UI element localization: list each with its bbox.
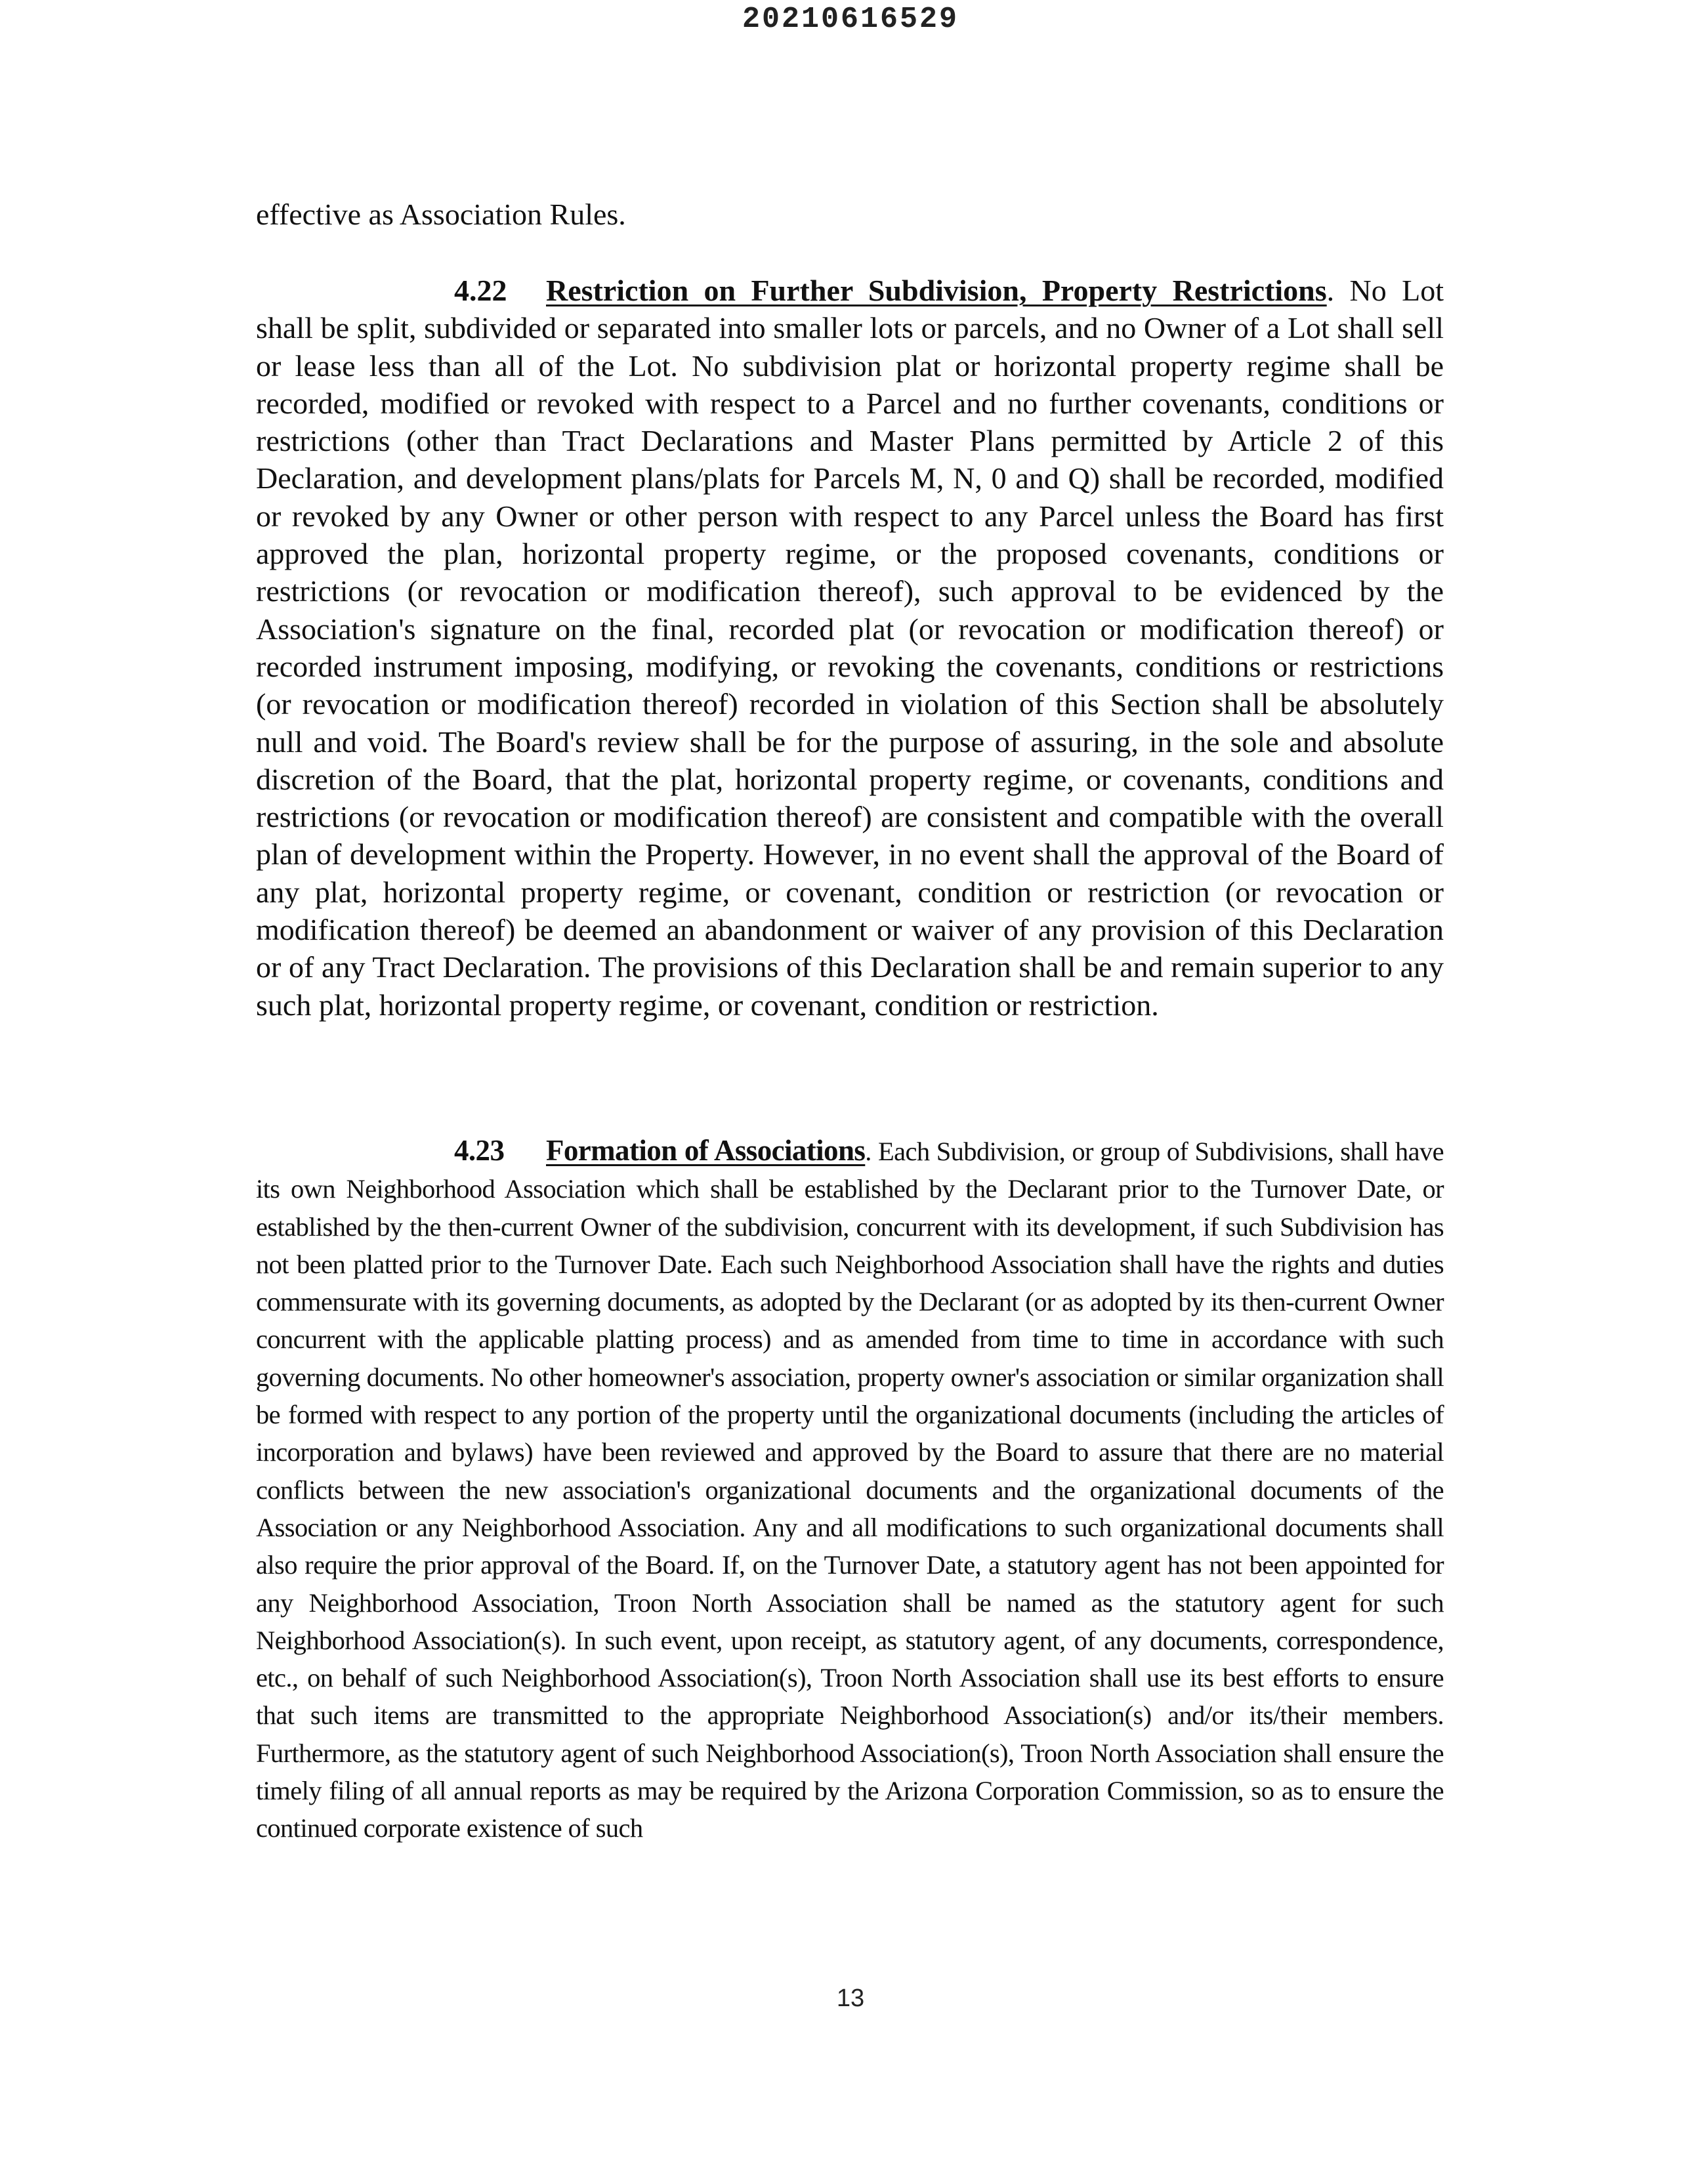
section-text: Each Subdivision, or group of Subdivisions, shall have its own Neighborhood Association which shall be established by the Declarant prior to the Turnover Date, or established by the then-current Owner of the subdivision, concurrent with its development, if such Subdivision has not been platted prior to the Turnover Date. Each such Neighborhood Association shall have the rights and duties commensurate with its governing documents, as adopted by the Declarant (or as adopted by its then-current Owner concurrent with the applicable platting process) and as amended from time to time in accordance with such governing documents. No other homeowner's association, property owner's association or similar organization shall be formed with respect to any portion of the property until the organizational documents (including the articles of incorporation and bylaws) have been reviewed and approved by the Board to assure that there are no material conflicts between the new association's organizational documents and the organizational documents of the Association or any Neighborhood Association. Any and all modifications to such organizational documents shall also require the prior approval of the Board. If, on the Turnover Date, a statutory agent has not been appointed for any Neighborhood Association, Troon North Association shall be named as the statutory agent for such Neighborhood Association(s). In such event, upon receipt, as statutory agent, of any documents, correspondence, etc., on behalf of such Neighborhood Association(s), Troon North Association shall use its best efforts to ensure that such items are transmitted to the appropriate Neighborhood Association(s) and/or its/their members. Furthermore, as the statutory agent of such Neighborhood Association(s), Troon North Association shall ensure the timely filing of all annual reports as may be required by the Arizona Corporation Commission, so as to ensure the continued corporate existence of such (256, 1137, 1444, 1843)
section-title: Formation of Associations (546, 1134, 866, 1167)
section-title: Restriction on Further Subdivision, Property Restrictions (546, 274, 1327, 307)
document-number: 20210616529 (742, 3, 959, 36)
section-number: 4.22 (454, 274, 507, 307)
section-4-22 (256, 272, 1444, 1024)
document-body (256, 196, 1444, 233)
page-number: 13 (836, 1984, 865, 2012)
section-number: 4.23 (454, 1134, 505, 1167)
intro-paragraph: effective as Association Rules. (256, 198, 626, 231)
section-text: No Lot shall be split, subdivided or separated into smaller lots or parcels, and no Owner of a Lot shall sell or lease less than all of the Lot. No subdivision plat or horizontal property regime shall be recorded, modified or revoked with respect to a Parcel and no further covenants, conditions or restrictions (other than Tract Declarations and Master Plans permitted by Article 2 of this Declaration, and development plans/plats for Parcels M, N, 0 and Q) shall be recorded, modified or revoked by any Owner or other person with respect to any Parcel unless the Board has first approved the plan, horizontal property regime, or the proposed covenants, conditions or restrictions (or revocation or modification thereof), such approval to be evidenced by the Association's signature on the final, recorded plat (or revocation or modification thereof) or recorded instrument imposing, modifying, or revoking the covenants, conditions or restrictions (or revocation or modification thereof) recorded in violation of this Section shall be absolutely null and void. The Board's review shall be for the purpose of assuring, in the sole and absolute discretion of the Board, that the plat, horizontal property regime, or covenants, conditions and restrictions (or revocation or modification thereof) are consistent and compatible with the overall plan of development within the Property. However, in no event shall the approval of the Board of any plat, horizontal property regime, or covenant, condition or restriction (or revocation or modification thereof) be deemed an abandonment or waiver of any provision of this Declaration or of any Tract Declaration. The provisions of this Declaration shall be and remain superior to any such plat, horizontal property regime, or covenant, condition or restriction. (256, 274, 1444, 1022)
section-4-23 (256, 1132, 1444, 1847)
section-paragraph: 4.23 Formation of Associations. Each Subdivision, or group of Subdivisions, shall have its own Neighborhood Association which shall be established by the Declarant prior to the Turnover Date, or established by the then-current Owner of the subdivision, concurrent with its development, if such Subdivision has not been platted prior to the Turnover Date. Each such Neighborhood Association shall have the rights and duties commensurate with its governing documents, as adopted by the Declarant (or as adopted by its then-current Owner concurrent with the applicable platting process) and as amended from time to time in accordance with such governing documents. No other homeowner's association, property owner's association or similar organization shall be formed with respect to any portion of the property until the organizational documents (including the articles of incorporation and bylaws) have been reviewed and approved by the Board to assure that there are no material conflicts between the new association's organizational documents and the organizational documents of the Association or any Neighborhood Association. Any and all modifications to such organizational documents shall also require the prior approval of the Board. If, on the Turnover Date, a statutory agent has not been appointed for any Neighborhood Association, Troon North Association shall be named as the statutory agent for such Neighborhood Association(s). In such event, upon receipt, as statutory agent, of any documents, correspondence, etc., on behalf of such Neighborhood Association(s), Troon North Association shall use its best efforts to ensure that such items are transmitted to the appropriate Neighborhood Association(s) and/or its/their members. Furthermore, as the statutory agent of such Neighborhood Association(s), Troon North Association shall ensure the timely filing of all annual reports as may be required by the Arizona Corporation Commission, so as to ensure the continued corporate existence of such (256, 1132, 1444, 1847)
section-paragraph: 4.22 Restriction on Further Subdivision, Property Restrictions. No Lot shall be split, subdivided or separated into smaller lots or parcels, and no Owner of a Lot shall sell or lease less than all of the Lot. No subdivision plat or horizontal property regime shall be recorded, modified or revoked with respect to a Parcel and no further covenants, conditions or restrictions (other than Tract Declarations and Master Plans permitted by Article 2 of this Declaration, and development plans/plats for Parcels M, N, 0 and Q) shall be recorded, modified or revoked by any Owner or other person with respect to any Parcel unless the Board has first approved the plan, horizontal property regime, or the proposed covenants, conditions or restrictions (or revocation or modification thereof), such approval to be evidenced by the Association's signature on the final, recorded plat (or revocation or modification thereof) or recorded instrument imposing, modifying, or revoking the covenants, conditions or restrictions (or revocation or modification thereof) recorded in violation of this Section shall be absolutely null and void. The Board's review shall be for the purpose of assuring, in the sole and absolute discretion of the Board, that the plat, horizontal property regime, or covenants, conditions and restrictions (or revocation or modification thereof) are consistent and compatible with the overall plan of development within the Property. However, in no event shall the approval of the Board of any plat, horizontal property regime, or covenant, condition or restriction (or revocation or modification thereof) be deemed an abandonment or waiver of any provision of this Declaration or of any Tract Declaration. The provisions of this Declaration shall be and remain superior to any such plat, horizontal property regime, or covenant, condition or restriction. (256, 272, 1444, 1024)
